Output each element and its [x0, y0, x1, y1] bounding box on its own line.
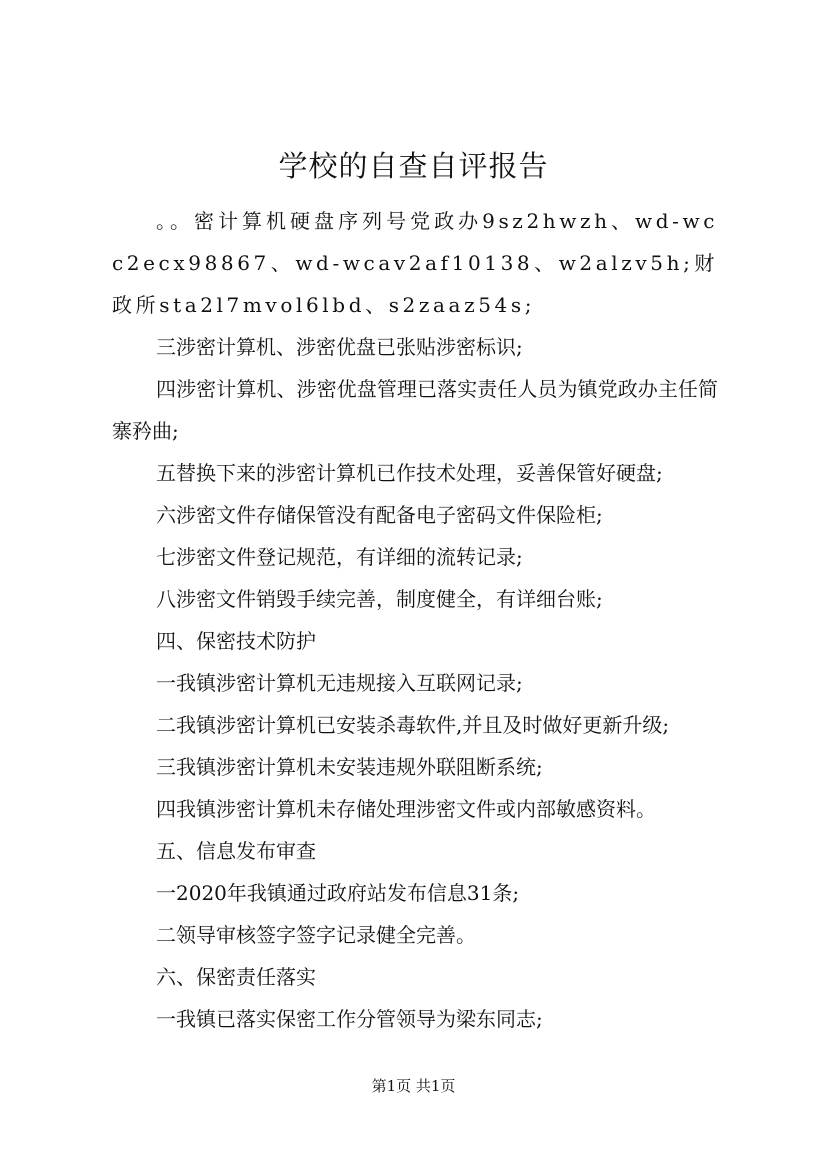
paragraph-5: 六涉密文件存储保管没有配备电子密码文件保险柜; — [156, 503, 603, 527]
paragraph-10: 二我镇涉密计算机已安装杀毒软件,并且及时做好更新升级; — [156, 713, 670, 737]
paragraph-4: 五替换下来的涉密计算机已作技术处理，妥善保管好硬盘; — [156, 461, 663, 485]
document-body — [112, 200, 718, 1040]
paragraph-1: 。。密计算机硬盘序列号党政办9sz2hwzh、wd-wcc2ecx98867、wd-wcav2af10138、w2alzv5h;财政所sta2l7mvol6lbd、s2zaaz54s; — [112, 209, 718, 317]
section-heading-5: 五、信息发布审查 — [156, 839, 316, 863]
document-title: 学校的自查自评报告 — [278, 149, 549, 183]
paragraph-12: 四我镇涉密计算机未存储处理涉密文件或内部敏感资料。 — [156, 797, 656, 821]
paragraph-11: 三我镇涉密计算机未安装违规外联阻断系统; — [156, 755, 543, 779]
paragraph-3: 四涉密计算机、涉密优盘管理已落实责任人员为镇党政办主任简寨矜曲; — [112, 377, 718, 443]
paragraph-17: 一我镇已落实保密工作分管领导为梁东同志; — [156, 1007, 543, 1031]
page-footer: 第1页 共1页 — [371, 1077, 456, 1095]
paragraph-7: 八涉密文件销毁手续完善，制度健全，有详细台账; — [156, 587, 603, 611]
paragraph-9: 一我镇涉密计算机无违规接入互联网记录; — [156, 671, 523, 695]
paragraph-6: 七涉密文件登记规范，有详细的流转记录; — [156, 545, 523, 569]
section-heading-6: 六、保密责任落实 — [156, 965, 316, 989]
paragraph-2: 三涉密计算机、涉密优盘已张贴涉密标识; — [156, 335, 523, 359]
paragraph-15: 二领导审核签字签字记录健全完善。 — [156, 923, 476, 947]
paragraph-14: 一2020年我镇通过政府站发布信息31条; — [156, 881, 520, 905]
section-heading-4: 四、保密技术防护 — [156, 629, 316, 653]
